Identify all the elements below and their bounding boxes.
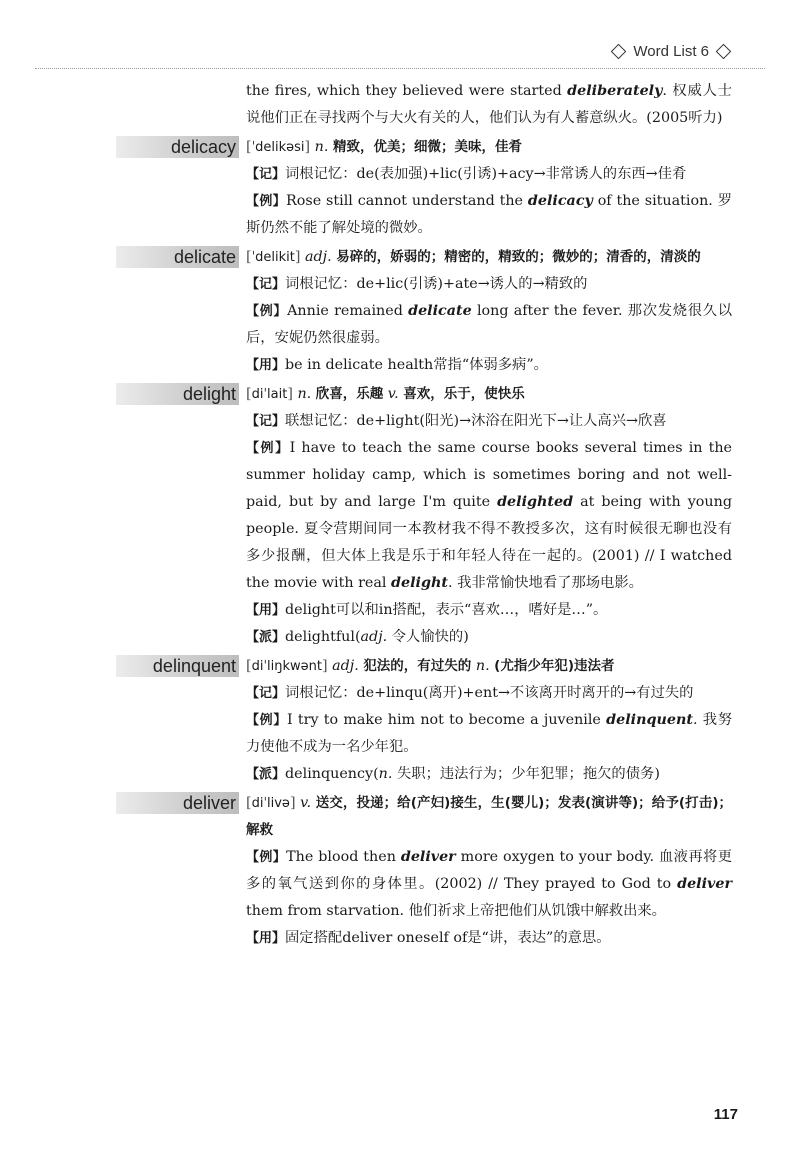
usage-line: 【用】delight可以和in搭配，表示“喜欢…，嗜好是…”。 xyxy=(246,602,608,618)
definition-line: [diˈlivə] v. 送交，投递；给(产妇)接生，生(婴儿)；发表(演讲等)；给予(打击)；解救 xyxy=(246,795,732,838)
entry-deliver xyxy=(0,790,800,952)
continued-example: the fires, which they believed were started deliberately. 权威人士说他们正在寻找两个与大火有关的人，他们认为有人蓄意纵火。(2005听力) xyxy=(246,83,732,126)
example-line: 【例】Annie remained delicate long after the fever. 那次发烧很久以后，安妮仍然很虚弱。 xyxy=(246,303,732,346)
definition-line: [diˈliŋkwənt] adj. 犯法的，有过失的 n. (尤指少年犯)违法者 xyxy=(246,658,615,674)
phonetic: ˈdelikit xyxy=(251,250,295,265)
entry-delicate xyxy=(0,244,800,379)
definition-2: (尤指少年犯)违法者 xyxy=(494,658,615,674)
part-of-speech: n. xyxy=(297,386,312,402)
definition: 欣喜，乐趣 xyxy=(315,386,384,402)
definition-line: [ˈdelikit] adj. 易碎的，娇弱的；精密的，精致的；微妙的；清香的，清淡的 xyxy=(246,249,701,265)
header-rule xyxy=(35,68,765,69)
memory-line: 【记】词根记忆：de(表加强)+lic(引诱)+acy→非常诱人的东西→佳肴 xyxy=(246,166,687,182)
definition-line: [ˈdelikəsi] n. 精致，优美；细微；美味，佳肴 xyxy=(246,139,522,155)
example-line: 【例】I have to teach the same course books several times in the summer holiday camp, which is sometimes boring and not well-paid, but by and large I'm quite delighted at being with young people. 夏令营期间同一本教材我不得不教授多次，这有时候很无聊也没有多少报酬，但大体上我是乐于和年轻人待在一起的。(2001) // I watched the movie with real delight. 我非常愉快地看了那场电影。 xyxy=(246,440,732,591)
headword: delicate xyxy=(173,247,236,267)
memory-line: 【记】联想记忆：de+light(阳光)→沐浴在阳光下→让人高兴→欣喜 xyxy=(246,413,667,429)
entry-body xyxy=(246,381,732,651)
entry-body xyxy=(246,653,732,788)
entry-body xyxy=(246,790,732,952)
entry-delinquent xyxy=(0,653,800,788)
running-header xyxy=(610,43,732,60)
entry-body xyxy=(246,244,732,379)
entry-delight xyxy=(0,381,800,651)
phonetic: diˈlivə xyxy=(251,796,290,811)
definition: 送交，投递；给(产妇)接生，生(婴儿)；发表(演讲等)；给予(打击)；解救 xyxy=(246,795,732,838)
part-of-speech: v. xyxy=(300,795,312,811)
definition-line: [diˈlait] n. 欣喜，乐趣 v. 喜欢，乐于，使快乐 xyxy=(246,386,525,402)
page-content xyxy=(0,78,800,952)
part-of-speech: n. xyxy=(314,139,329,155)
derivative-line: 【派】delightful(adj. 令人愉快的) xyxy=(246,629,469,645)
memory-line: 【记】词根记忆：de+lic(引诱)+ate→诱人的→精致的 xyxy=(246,276,588,292)
header-title: Word List 6 xyxy=(633,43,709,60)
phonetic: diˈlait xyxy=(251,387,288,402)
derivative-line: 【派】delinquency(n. 失职；违法行为；少年犯罪；拖欠的债务) xyxy=(246,766,660,782)
headword: delight xyxy=(182,384,236,404)
usage-line: 【用】固定搭配deliver oneself of是“讲，表达”的意思。 xyxy=(246,930,611,946)
part-of-speech: adj. xyxy=(332,658,359,674)
example-line: 【例】The blood then deliver more oxygen to your body. 血液再将更多的氧气送到你的身体里。(2002) // They prayed to God to deliver them from starvation. 他们祈求上帝把他们从饥饿中解救出来。 xyxy=(246,849,732,919)
phonetic: diˈliŋkwənt xyxy=(251,659,322,674)
example-line: 【例】Rose still cannot understand the delicacy of the situation. 罗斯仍然不能了解处境的微妙。 xyxy=(246,193,732,236)
diamond-right-icon xyxy=(716,44,732,60)
part-of-speech-2: n. xyxy=(475,658,490,674)
diamond-left-icon xyxy=(611,44,627,60)
definition: 精致，优美；细微；美味，佳肴 xyxy=(332,139,522,155)
part-of-speech: adj. xyxy=(305,249,332,265)
phonetic: ˈdelikəsi xyxy=(251,140,305,155)
definition: 犯法的，有过失的 xyxy=(363,658,472,674)
definition-2: 喜欢，乐于，使快乐 xyxy=(403,386,525,402)
entry-body xyxy=(246,134,732,242)
definition: 易碎的，娇弱的；精密的，精致的；微妙的；清香的，清淡的 xyxy=(336,249,701,265)
headword: delicacy xyxy=(170,137,236,157)
headword: delinquent xyxy=(152,656,236,676)
entry-delicacy xyxy=(0,134,800,242)
usage-line: 【用】be in delicate health常指“体弱多病”。 xyxy=(246,357,548,373)
headword: deliver xyxy=(182,793,236,813)
page-number: 117 xyxy=(713,1106,738,1123)
memory-line: 【记】词根记忆：de+linqu(离开)+ent→不该离开时离开的→有过失的 xyxy=(246,685,694,701)
part-of-speech-2: v. xyxy=(387,386,399,402)
example-line: 【例】I try to make him not to become a juvenile delinquent. 我努力使他不成为一名少年犯。 xyxy=(246,712,732,755)
